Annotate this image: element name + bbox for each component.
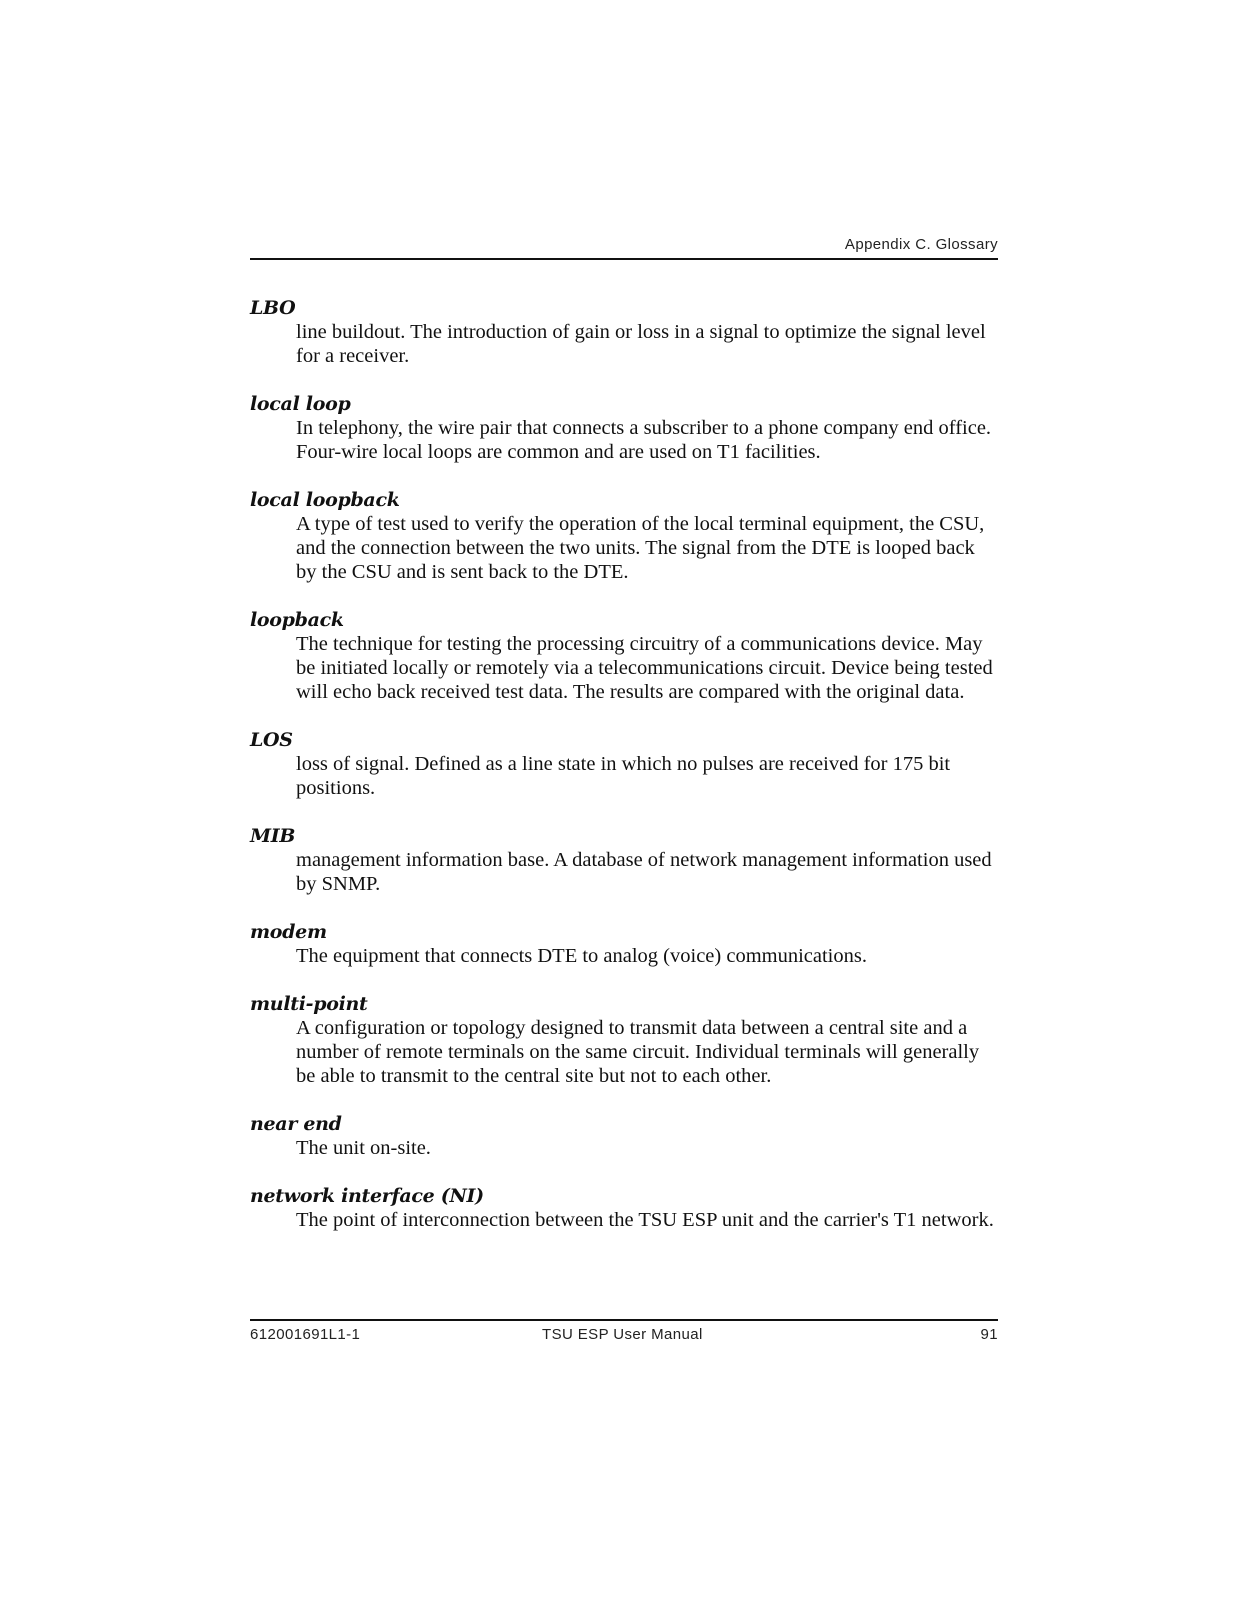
glossary-list bbox=[250, 296, 1000, 1256]
glossary-definition: line buildout. The introduction of gain or loss in a signal to optimize the signal level for a receiver. bbox=[296, 321, 986, 367]
glossary-definition: A configuration or topology designed to transmit data between a central site and a number of remote terminals on the same circuit. Individual terminals will generally be able to transmit to the central site but not to each other. bbox=[296, 1017, 980, 1087]
glossary-entry-multi-point bbox=[250, 992, 1000, 1088]
glossary-term: MIB bbox=[250, 825, 296, 847]
glossary-definition: management information base. A database of network management information used by SNMP. bbox=[296, 849, 992, 895]
glossary-term: network interface (NI) bbox=[250, 1185, 484, 1207]
glossary-definition: The point of interconnection between the TSU ESP unit and the carrier's T1 network. bbox=[296, 1209, 994, 1231]
footer-doc-number: 612001691L1-1 bbox=[250, 1326, 361, 1343]
glossary-entry-network-interface bbox=[250, 1184, 1000, 1232]
glossary-term: local loop bbox=[250, 393, 351, 415]
glossary-entry-loopback bbox=[250, 608, 1000, 704]
page-footer bbox=[250, 1319, 998, 1347]
glossary-term: local loopback bbox=[250, 489, 400, 511]
glossary-term: modem bbox=[250, 921, 327, 943]
glossary-term: LOS bbox=[250, 729, 293, 751]
page-header bbox=[250, 234, 998, 260]
header-title: Appendix C. Glossary bbox=[844, 236, 998, 253]
glossary-definition: The technique for testing the processing circuitry of a communications device. May be initiated locally or remotely via a telecommunications circuit. Device being tested will echo back received test data. The results are compared with the original data. bbox=[296, 633, 993, 703]
footer-manual-title: TSU ESP User Manual bbox=[542, 1326, 703, 1343]
glossary-term: LBO bbox=[250, 297, 296, 319]
glossary-definition: In telephony, the wire pair that connects a subscriber to a phone company end office. Four-wire local loops are common and are used on T1 facilities. bbox=[296, 417, 992, 463]
glossary-term: near end bbox=[250, 1113, 342, 1135]
footer-page-number: 91 bbox=[980, 1326, 998, 1343]
glossary-entry-local-loopback bbox=[250, 488, 1000, 584]
glossary-definition: A type of test used to verify the operation of the local terminal equipment, the CSU, and the connection between the two units. The signal from the DTE is looped back by the CSU and is sent back to the DTE. bbox=[296, 513, 985, 583]
glossary-entry-near-end bbox=[250, 1112, 1000, 1160]
glossary-definition: The unit on-site. bbox=[296, 1137, 431, 1159]
glossary-entry-mib bbox=[250, 824, 1000, 896]
glossary-term: loopback bbox=[250, 609, 344, 631]
glossary-entry-lbo bbox=[250, 296, 1000, 368]
glossary-definition: loss of signal. Defined as a line state in which no pulses are received for 175 bit positions. bbox=[296, 753, 951, 799]
glossary-entry-modem bbox=[250, 920, 1000, 968]
glossary-entry-local-loop bbox=[250, 392, 1000, 464]
glossary-term: multi-point bbox=[250, 993, 368, 1015]
glossary-definition: The equipment that connects DTE to analog (voice) communications. bbox=[296, 945, 867, 967]
glossary-entry-los bbox=[250, 728, 1000, 800]
